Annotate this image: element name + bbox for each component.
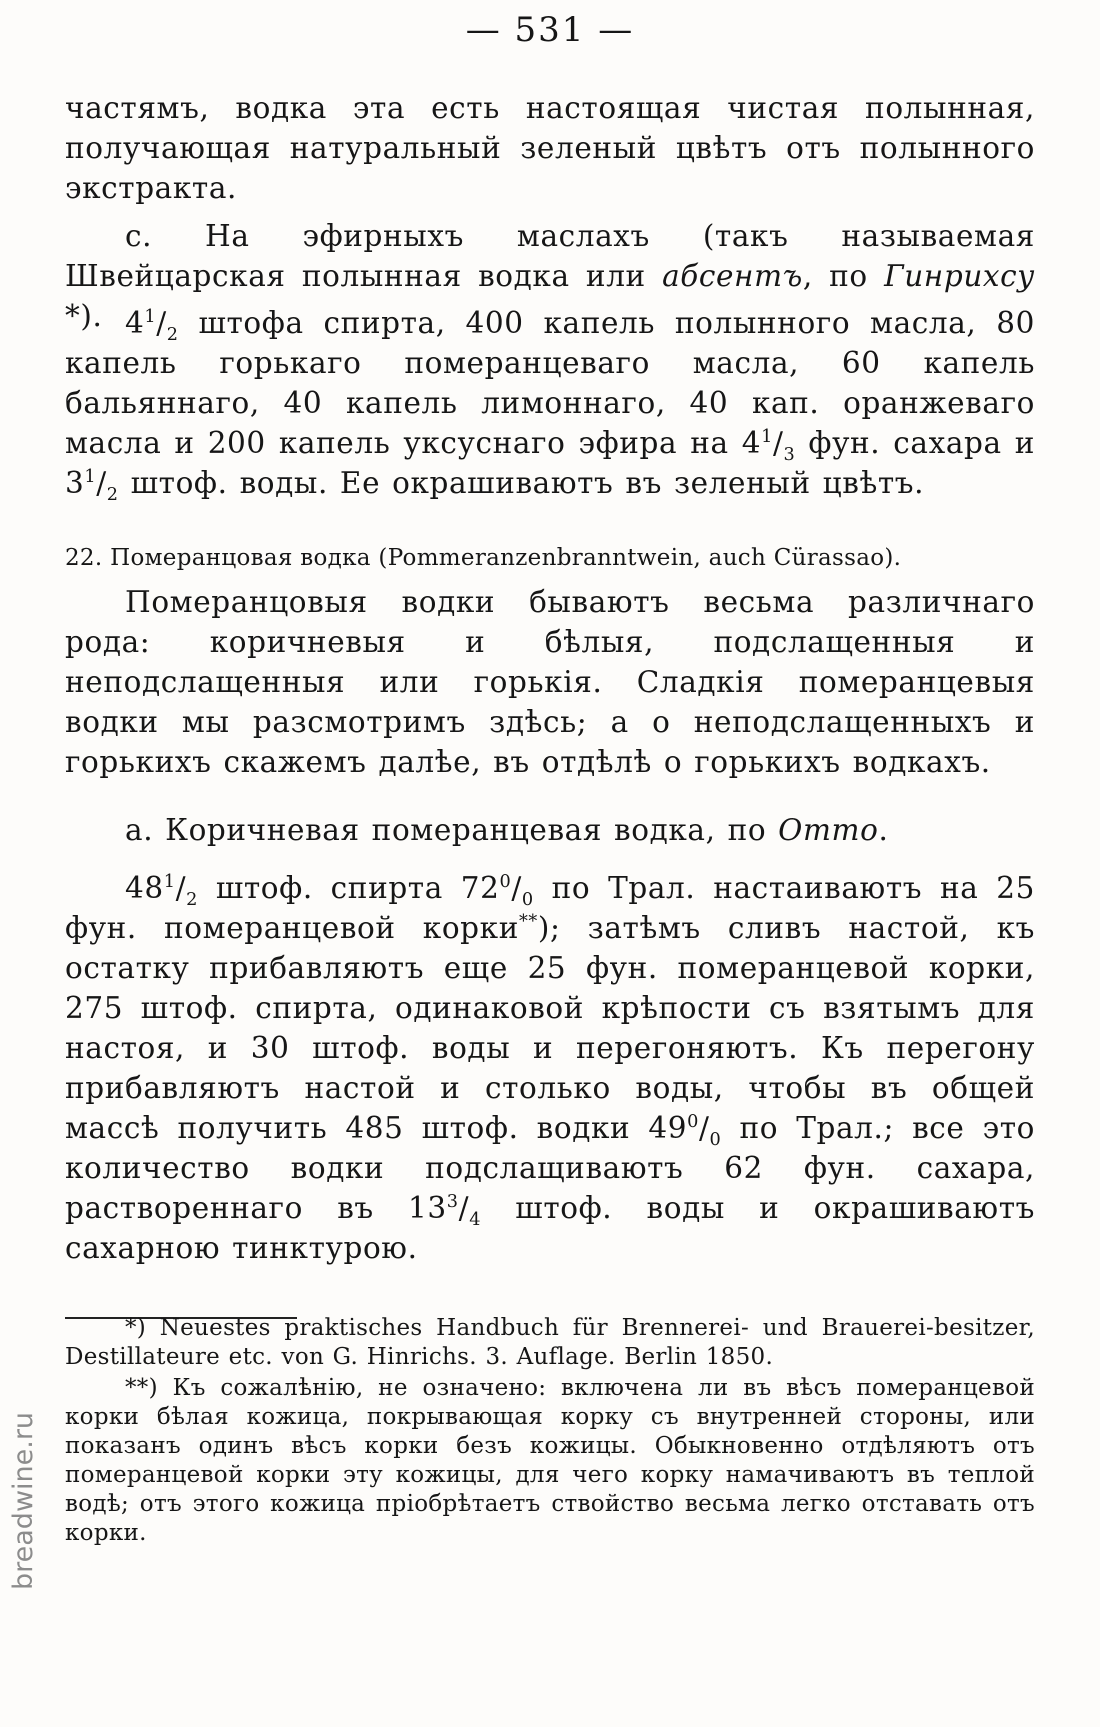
p2-mid: , по <box>802 259 885 293</box>
section-heading-22: 22. Померанцовая водка (Pommeranzenbranntwein, auch Cürassao). <box>65 545 902 571</box>
p6-percent1-sup: 0 <box>499 872 512 893</box>
footnote-2-container <box>65 1374 1035 1548</box>
p2-tail: *). <box>65 299 103 333</box>
p3-fraction-c-den: 2 <box>106 484 119 505</box>
p6-seg4: по Трал.; все это количество водки подслащиваютъ 62 фун. сахара, раствореннаго въ <box>65 1111 1035 1225</box>
p6-fraction-b-num: 3 <box>446 1192 459 1213</box>
p3-seg1: штофа спирта, 400 капель полынного масла, 80 капель горькаго померанцеваго масла, 60 капель бальяннаго, 40 капель лимоннаго, 40 кап. оранжеваго масла и 200 капель уксуснаго эфира на <box>65 306 1035 460</box>
p2-author: Гинрихсу <box>884 259 1035 293</box>
p3-fraction-a-num: 1 <box>144 307 157 328</box>
p2-lead: с. На эфирныхъ маслахъ (такъ называемая Швейцарская полынная водка или <box>65 219 1035 293</box>
section-heading-container <box>65 542 1035 574</box>
p6-seg5: штоф. воды и окрашиваютъ сахарною тинктурою. <box>65 1191 1036 1265</box>
watermark-text: breadwine.ru <box>8 1411 39 1590</box>
p3-fraction-c-num: 1 <box>84 467 97 488</box>
p3-fraction-a-den: 2 <box>166 324 179 345</box>
p6-fraction-a-whole: 48 <box>125 871 164 905</box>
p6-footnote-mark: ** <box>518 912 538 933</box>
p3-fraction-b-den: 3 <box>783 444 796 465</box>
paragraph-6-container <box>65 868 1035 1268</box>
p6-seg3: ); затѣмъ сливъ настой, къ остатку прибавляютъ еще 25 фун. померанцевой корки, 275 штоф. спирта, одинаковой крѣпости съ взятымъ для настоя, и 30 штоф. воды и перегоняютъ. Къ перегону прибавляютъ настой и столько воды, чтобы въ общей массѣ получить 485 штоф. водки 49 <box>65 911 1035 1145</box>
p2-term: абсентъ <box>662 259 803 293</box>
p5-author: Отто <box>778 813 879 847</box>
p5-lead: а. Коричневая померанцевая водка, по <box>125 813 779 847</box>
p3-seg3: штоф. воды. Ее окрашиваютъ въ зеленый цвѣтъ. <box>118 466 925 500</box>
paragraph-4-container <box>65 582 1035 782</box>
p6-fraction-a-den: 2 <box>186 889 199 910</box>
p6-percent1-sub: 0 <box>521 889 534 910</box>
p3-seg2: фун. сахара и <box>795 426 1035 460</box>
p5-tail: . <box>878 813 889 847</box>
p6-fraction-b-whole: 13 <box>408 1191 447 1225</box>
p6-fraction-a-num: 1 <box>163 872 176 893</box>
paragraph-1: частямъ, водка эта есть настоящая чистая полынная, получающая натуральный зеленый цвѣтъ отъ полынного экстракта. <box>65 91 1035 205</box>
p6-fraction-b-den: 4 <box>469 1209 482 1230</box>
p3-fraction-b-whole: 4 <box>741 426 762 460</box>
paragraph-5 <box>65 810 1035 850</box>
p3-fraction-c-whole: 3 <box>65 466 85 500</box>
p3-fraction-b-num: 1 <box>761 427 773 448</box>
page-number: — 531 — <box>465 10 635 50</box>
paragraph-6: $48^1/_2$ штоф. спирта $72^0/_0$ по Трал. настаиваютъ на 25 фун. померанцевой корки**); затѣмъ сливъ настой, къ остатку прибавляютъ еще 25 фун. померанцевой корки, 275 штоф. спирта, одинаковой крѣпости съ взятымъ для настоя, и 30 штоф. воды и перегоняютъ. Къ перегону прибавляютъ настой и столько воды, чтобы въ общей массѣ получить 485 штоф. водки $49^0/_0$ по Трал.; все это количество водки подслащиваютъ 62 фун. сахара, раствореннаго въ $13^3/_4$ штоф. воды и окрашиваютъ сахарною тинктурою. <box>65 871 1036 1265</box>
paragraph-1-container <box>65 88 1035 208</box>
paragraph-4: Померанцовыя водки бываютъ весьма различнаго рода: коричневыя и бѣлыя, подслащенныя и неподслащенныя или горькія. Сладкія померанцевыя водки мы разсмотримъ здѣсь; а о неподслащенныхъ и горькихъ скажемъ далѣе, въ отдѣлѣ о горькихъ водкахъ. <box>65 585 1035 779</box>
p6-seg1: штоф. спирта 72 <box>198 871 500 905</box>
p6-seg2: по Трал. настаиваютъ на 25 фун. померанцевой корки <box>65 871 1035 945</box>
footnote-2: **) Къ сожалѣнію, не означено: включена ли въ вѣсъ померанцевой корки бѣлая кожица, покрывающая корку съ внутренней стороны, или показанъ одинъ вѣсъ корки безъ кожицы. Обыкновенно отдѣляютъ отъ померанцевой корки эту кожицы, для чего корку намачиваютъ въ теплой водѣ; отъ этого кожица пріобрѣтаетъ ствойство весьма легко отставать отъ корки. <box>65 1375 1035 1546</box>
paragraph-3: $4^1/_2$ штофа спирта, 400 капель полынного масла, 80 капель горькаго померанцеваго масла, 60 капель бальяннаго, 40 капель лимоннаго, 40 кап. оранжеваго масла и 200 капель уксуснаго эфира на $4^1/_3$ фун. сахара и $3^1/_2$ штоф. воды. Ее окрашиваютъ въ зеленый цвѣтъ. <box>65 306 1035 505</box>
footnote-1: *) Neuestes praktisches Handbuch für Brennerei- und Brauerei-besitzer, Destillateure etc. von G. Hinrichs. 3. Auflage. Berlin 1850. <box>65 1315 1035 1370</box>
p3-fraction-a-whole: 4 <box>125 306 145 340</box>
paragraph-5-container <box>65 810 1035 850</box>
footnote-1-container <box>65 1314 1035 1372</box>
paragraph-3-container <box>65 303 1035 503</box>
p6-percent2-sub: 0 <box>709 1129 722 1150</box>
p6-percent2-sup: 0 <box>687 1112 699 1133</box>
